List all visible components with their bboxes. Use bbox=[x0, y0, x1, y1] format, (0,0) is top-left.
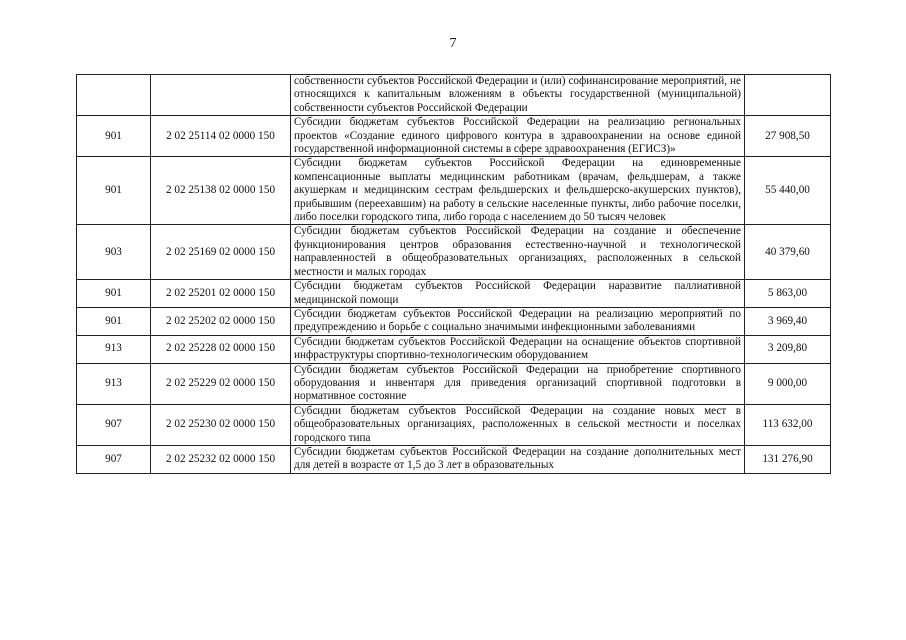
description-cell: Субсидии бюджетам субъектов Российской Федерации на реализацию региональных проектов «Создание единого цифрового контура в здравоохранении на основе единой государственной информационной системы в сфере здравоохранения (ЕГИСЗ)» bbox=[291, 116, 745, 157]
budget-classification-code-cell: 2 02 25138 02 0000 150 bbox=[151, 157, 291, 225]
description-cell: Субсидии бюджетам субъектов Российской Федерации на создание и обеспечение функционирования центров образования естественно-научной и технологической направленностей в общеобразовательных организациях, расположенных в сельской местности и малых городах bbox=[291, 225, 745, 280]
table-row bbox=[77, 445, 831, 473]
table-row bbox=[77, 307, 831, 335]
amount-cell: 113 632,00 bbox=[745, 404, 831, 445]
admin-code-cell: 913 bbox=[77, 335, 151, 363]
description-cell: Субсидии бюджетам субъектов Российской Федерации на создание новых мест в общеобразовательных организациях, расположенных в сельской местности и поселках городского типа bbox=[291, 404, 745, 445]
table-row bbox=[77, 116, 831, 157]
admin-code-cell: 901 bbox=[77, 280, 151, 308]
description-cell: Субсидии бюджетам субъектов Российской Федерации наразвитие паллиативной медицинской помощи bbox=[291, 280, 745, 308]
page-number: 7 bbox=[449, 36, 457, 51]
budget-classification-code-cell: 2 02 25230 02 0000 150 bbox=[151, 404, 291, 445]
budget-classification-code-cell: 2 02 25201 02 0000 150 bbox=[151, 280, 291, 308]
amount-cell: 27 908,50 bbox=[745, 116, 831, 157]
budget-classification-code-cell: 2 02 25114 02 0000 150 bbox=[151, 116, 291, 157]
amount-cell: 131 276,90 bbox=[745, 445, 831, 473]
admin-code-cell bbox=[77, 75, 151, 116]
amount-cell: 5 863,00 bbox=[745, 280, 831, 308]
amount-cell: 3 209,80 bbox=[745, 335, 831, 363]
budget-classification-code-cell: 2 02 25169 02 0000 150 bbox=[151, 225, 291, 280]
description-cell: Субсидии бюджетам субъектов Российской Федерации на оснащение объектов спортивной инфраструктуры спортивно-технологическим оборудованием bbox=[291, 335, 745, 363]
amount-cell: 9 000,00 bbox=[745, 363, 831, 404]
admin-code-cell: 907 bbox=[77, 445, 151, 473]
table-row bbox=[77, 225, 831, 280]
admin-code-cell: 901 bbox=[77, 307, 151, 335]
budget-classification-code-cell: 2 02 25232 02 0000 150 bbox=[151, 445, 291, 473]
description-cell: Субсидии бюджетам субъектов Российской Федерации на приобретение спортивного оборудования и инвентаря для приведения организаций спортивной подготовки в нормативное состояние bbox=[291, 363, 745, 404]
description-cell: Субсидии бюджетам субъектов Российской Федерации на создание дополнительных мест для детей в возрасте от 1,5 до 3 лет в образовательных bbox=[291, 445, 745, 473]
table-row bbox=[77, 75, 831, 116]
budget-classification-code-cell: 2 02 25202 02 0000 150 bbox=[151, 307, 291, 335]
description-cell: Субсидии бюджетам субъектов Российской Федерации на реализацию мероприятий по предупреждению и борьбе с социально значимыми инфекционными заболеваниями bbox=[291, 307, 745, 335]
table-row bbox=[77, 157, 831, 225]
budget-classification-code-cell bbox=[151, 75, 291, 116]
amount-cell: 55 440,00 bbox=[745, 157, 831, 225]
table-row bbox=[77, 335, 831, 363]
budget-classification-code-cell: 2 02 25228 02 0000 150 bbox=[151, 335, 291, 363]
table-body bbox=[77, 75, 831, 474]
admin-code-cell: 907 bbox=[77, 404, 151, 445]
description-cell: Субсидии бюджетам субъектов Российской Федерации на единовременные компенсационные выплаты медицинским работникам (врачам, фельдшерам, а также акушеркам и медицинским сестрам фельдшерских и фельдшерско-акушерских пунктов), прибывшим (переехавшим) на работу в сельские населенные пункты, либо рабочие поселки, либо поселки городского типа, либо города с населением до 50 тысяч человек bbox=[291, 157, 745, 225]
admin-code-cell: 901 bbox=[77, 116, 151, 157]
admin-code-cell: 903 bbox=[77, 225, 151, 280]
table-row bbox=[77, 404, 831, 445]
admin-code-cell: 901 bbox=[77, 157, 151, 225]
amount-cell: 40 379,60 bbox=[745, 225, 831, 280]
amount-cell bbox=[745, 75, 831, 116]
budget-revenue-table bbox=[76, 74, 831, 474]
description-cell: собственности субъектов Российской Федерации и (или) софинансирование мероприятий, не относящихся к капитальным вложениям в объекты государственной (муниципальной) собственности субъектов Российской Федерации bbox=[291, 75, 745, 116]
table-row bbox=[77, 280, 831, 308]
admin-code-cell: 913 bbox=[77, 363, 151, 404]
table-row bbox=[77, 363, 831, 404]
amount-cell: 3 969,40 bbox=[745, 307, 831, 335]
budget-classification-code-cell: 2 02 25229 02 0000 150 bbox=[151, 363, 291, 404]
